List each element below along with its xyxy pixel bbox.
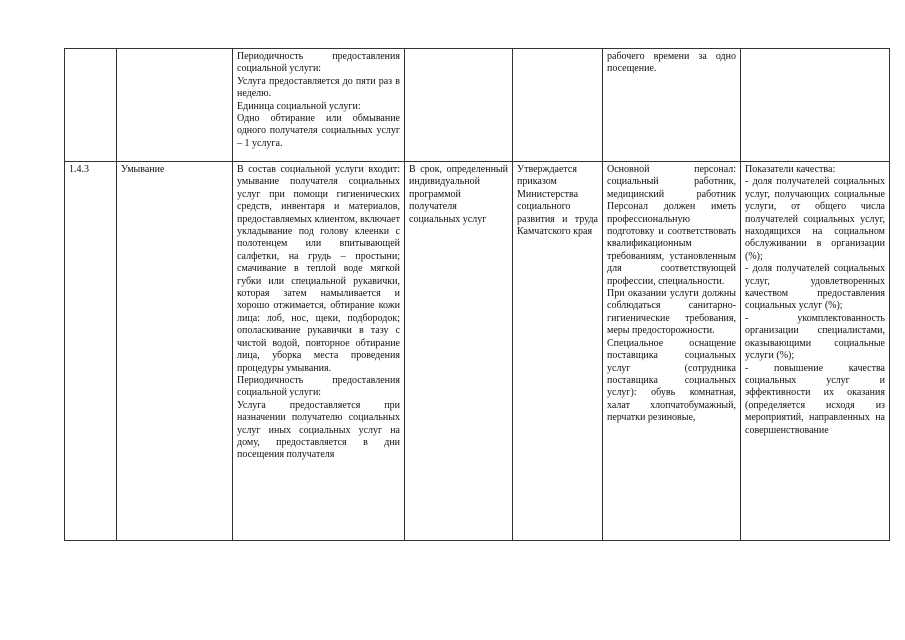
cell-conditions	[603, 49, 741, 162]
cell-quality	[741, 162, 890, 541]
cell-service-name: Умывание	[117, 162, 233, 541]
description-paragraph: Периодичность предоставления социальной услуги:	[237, 51, 400, 75]
services-table	[64, 48, 890, 541]
cell-description	[233, 162, 405, 541]
conditions-paragraph: рабочего времени за одно посещение.	[607, 51, 736, 75]
description-paragraph: Услуга предоставляется при назначении получателю социальных услуг иных социальных услуг на дому, предоставляется в дни посещения получателя	[237, 399, 400, 461]
cell-tariff: Утверждается приказом Министерства социального развития и труда Камчатского края	[513, 162, 603, 541]
cell-conditions	[603, 162, 741, 541]
table-row	[65, 162, 890, 541]
quality-paragraph: - доля получателей социальных услуг, удовлетворенных качеством предоставления социальных услуг (%);	[745, 263, 885, 312]
cell-tariff	[513, 49, 603, 162]
cell-number: 1.4.3	[65, 162, 117, 541]
cell-number	[65, 49, 117, 162]
cell-description	[233, 49, 405, 162]
cell-term: В срок, определенный индивидуальной программой получателя социальных услуг	[405, 162, 513, 541]
conditions-paragraph: Специальное оснащение поставщика социальных услуг (сотрудника поставщика социальных услуг): обувь комнатная, халат хлопчатобумажный, перчатки резиновые,	[607, 337, 736, 424]
quality-paragraph: - укомплектованность организации специалистами, оказывающими социальные услуги (%);	[745, 312, 885, 362]
table-row	[65, 49, 890, 162]
cell-quality	[741, 49, 890, 162]
description-paragraph: Единица социальной услуги:	[237, 100, 361, 112]
conditions-paragraph: При оказании услуги должны соблюдаться санитарно-гигиенические требования, меры предосторожности.	[607, 288, 736, 337]
quality-paragraph: - доля получателей социальных услуг, получающих социальные услуги, от общего числа получателей социальных услуг, находящихся на социальном обслуживании в организации (%);	[745, 176, 885, 262]
quality-paragraph: Показатели качества:	[745, 164, 836, 175]
conditions-paragraph: Основной персонал: социальный работник, медицинский работник Персонал должен иметь профессиональную подготовку и соответствовать квалификационным требованиям, установленным для соответствующей профессии, специальности.	[607, 164, 736, 287]
description-paragraph: Периодичность предоставления социальной услуги:	[237, 374, 400, 399]
cell-term	[405, 49, 513, 162]
quality-paragraph: - повышение качества социальных услуг и эффективности их оказания (определяется исходя из мероприятий, направленных на совершенствование	[745, 362, 885, 436]
description-paragraph: Услуга предоставляется до пяти раз в неделю.	[237, 75, 400, 100]
cell-service-name	[117, 49, 233, 162]
description-paragraph: Одно обтирание или обмывание одного получателя социальных услуг – 1 услуга.	[237, 113, 400, 149]
description-paragraph: В состав социальной услуги входит: умывание получателя социальных услуг при помощи гигиенических средств, инвентаря и материалов, предоставляемых клиентом, включает укладывание под голову клеенки с полотенцем или впитывающей салфетки, на грудь – простыни; смачивание в теплой воде мягкой губки или специальной рукавички, которая затем намыливается и хорошо отжимается, обтирание кожи лица: лоб, нос, щеки, подбородок; ополаскивание рукавички в тазу с чистой водой, повторное обтирание лица, уборка места проведения процедуры умывания.	[237, 164, 400, 374]
